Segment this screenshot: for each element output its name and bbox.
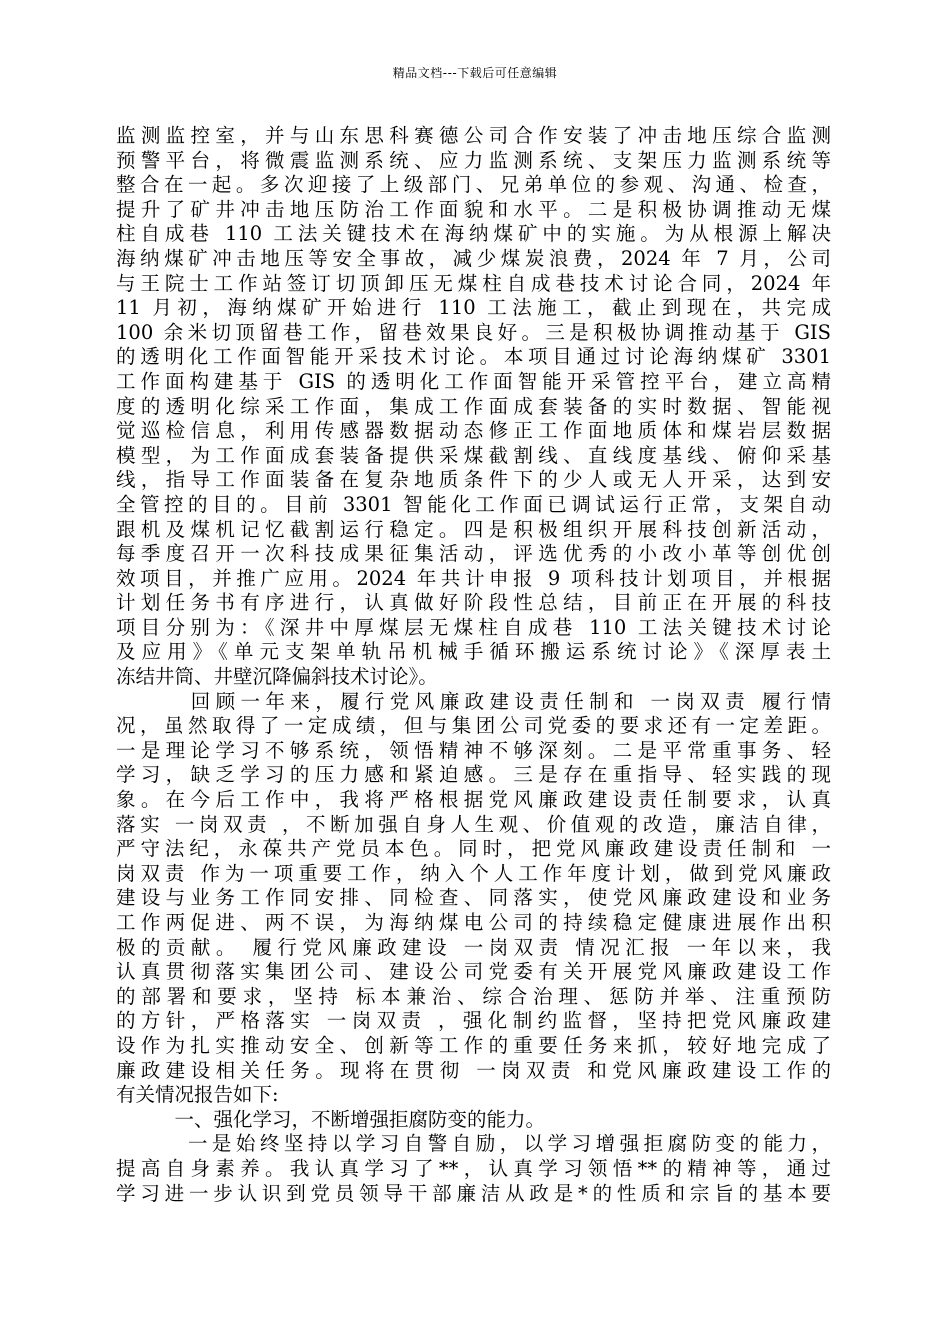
text-line: 100 余米切顶留巷工作，留巷效果良好。三是积极协调推动基于 GIS [116, 320, 831, 344]
text-line: 觉巡检信息，利用传感器数据动态修正工作面地质体和煤岩层数据 [116, 419, 831, 443]
section-heading: 一、强化学习，不断增强拒腐防变的能力。 [116, 1107, 546, 1131]
text-line: 提升了矿井冲击地压防治工作面貌和水平。二是积极协调推动无煤 [116, 197, 831, 221]
text-line: 计划任务书有序进行，认真做好阶段性总结，目前正在开展的科技 [116, 591, 831, 615]
page-header: 精品文档---下载后可任意编辑 [392, 66, 558, 80]
paragraph-start-line: 回顾一年来，履行党风廉政建设责任制和 一岗双责 履行情 [116, 689, 831, 713]
text-line: 全管控的目的。目前 3301 智能化工作面已调试运行正常，支架自动 [116, 492, 831, 516]
text-line: 况，虽然取得了一定成绩，但与集团公司党委的要求还有一定差距。 [116, 714, 831, 738]
text-line: 11 月初，海纳煤矿开始进行 110 工法施工，截止到现在，共完成 [116, 296, 831, 320]
text-line: 海纳煤矿冲击地压等安全事故，减少煤炭浪费，2024 年 7 月，公司 [116, 246, 831, 270]
text-line: 廉政建设相关任务。现将在贯彻 一岗双责 和党风廉政建设工作的 [116, 1058, 831, 1082]
text-line: 冻结井筒、井壁沉降偏斜技术讨论》。 [116, 665, 438, 689]
text-line: 与王院士工作站签订切顶卸压无煤柱自成巷技术讨论合同，2024 年 [116, 271, 831, 295]
text-line: 岗双责 作为一项重要工作，纳入个人工作年度计划，做到党风廉政 [116, 861, 831, 885]
text-line: 学习进一步认识到党员领导干部廉洁从政是*的性质和宗旨的基本要 [116, 1181, 831, 1205]
document-body [116, 124, 831, 1206]
text-line: 建设与业务工作同安排、同检查、同落实，使党风廉政建设和业务 [116, 886, 831, 910]
text-line: 效项目，并推广应用。2024 年共计申报 9 项科技计划项目，并根据 [116, 566, 831, 590]
text-line: 的方针，严格落实 一岗双责 ，强化制约监督，坚持把党风廉政建 [116, 1009, 831, 1033]
text-line: 整合在一起。多次迎接了上级部门、兄弟单位的参观、沟通、检查， [116, 173, 831, 197]
text-line: 的透明化工作面智能开采技术讨论。本项目通过讨论海纳煤矿 3301 [116, 345, 831, 369]
text-line: 度的透明化综采工作面，集成工作面成套装备的实时数据、智能视 [116, 394, 831, 418]
text-line: 的部署和要求，坚持 标本兼治、综合治理、惩防并举、注重预防 [116, 984, 831, 1008]
text-line: 一是理论学习不够系统，领悟精神不够深刻。二是平常重事务、轻 [116, 738, 831, 762]
text-line: 柱自成巷 110 工法关键技术在海纳煤矿中的实施。为从根源上解决 [116, 222, 831, 246]
text-line: 监测监控室，并与山东思科赛德公司合作安装了冲击地压综合监测 [116, 124, 831, 147]
text-line: 工作两促进、两不误，为海纳煤电公司的持续稳定健康进展作出积 [116, 911, 831, 934]
text-line: 预警平台，将微震监测系统、应力监测系统、支架压力监测系统等 [116, 148, 831, 172]
text-line: 学习，缺乏学习的压力感和紧迫感。三是存在重指导、轻实践的现 [116, 763, 831, 787]
text-line: 有关情况报告如下: [116, 1083, 279, 1107]
text-line: 项目分别为：《深井中厚煤层无煤柱自成巷 110 工法关键技术讨论 [116, 615, 831, 639]
text-line: 线，指导工作面装备在复杂地质条件下的少人或无人开采，达到安 [116, 468, 831, 492]
text-line: 模型，为工作面成套装备提供采煤截割线、直线度基线、俯仰采基 [116, 443, 831, 467]
text-line: 极的贡献。 履行党风廉政建设 一岗双责 情况汇报 一年以来，我 [116, 935, 831, 959]
text-line: 及应用》《单元支架单轨吊机械手循环搬运系统讨论》《深厚表土 [116, 640, 831, 664]
text-line: 每季度召开一次科技成果征集活动，评选优秀的小改小革等创优创 [116, 542, 831, 566]
text-line: 严守法纪，永葆共产党员本色。同时，把党风廉政建设责任制和 一 [116, 837, 831, 861]
text-line: 象。在今后工作中，我将严格根据党风廉政建设责任制要求，认真 [116, 788, 831, 812]
text-line: 提高自身素养。我认真学习了**，认真学习领悟**的精神等，通过 [116, 1156, 831, 1180]
paragraph-start-line: 一是始终坚持以学习自警自励，以学习增强拒腐防变的能力， [116, 1132, 831, 1156]
text-line: 工作面构建基于 GIS 的透明化工作面智能开采管控平台，建立高精 [116, 369, 831, 393]
text-line: 认真贯彻落实集团公司、建设公司党委有关开展党风廉政建设工作 [116, 960, 831, 984]
text-line: 设作为扎实推动安全、创新等工作的重要任务来抓，较好地完成了 [116, 1033, 831, 1057]
text-line: 跟机及煤机记忆截割运行稳定。四是积极组织开展科技创新活动， [116, 517, 831, 541]
text-line: 落实 一岗双责 ，不断加强自身人生观、价值观的改造，廉洁自律， [116, 812, 831, 836]
